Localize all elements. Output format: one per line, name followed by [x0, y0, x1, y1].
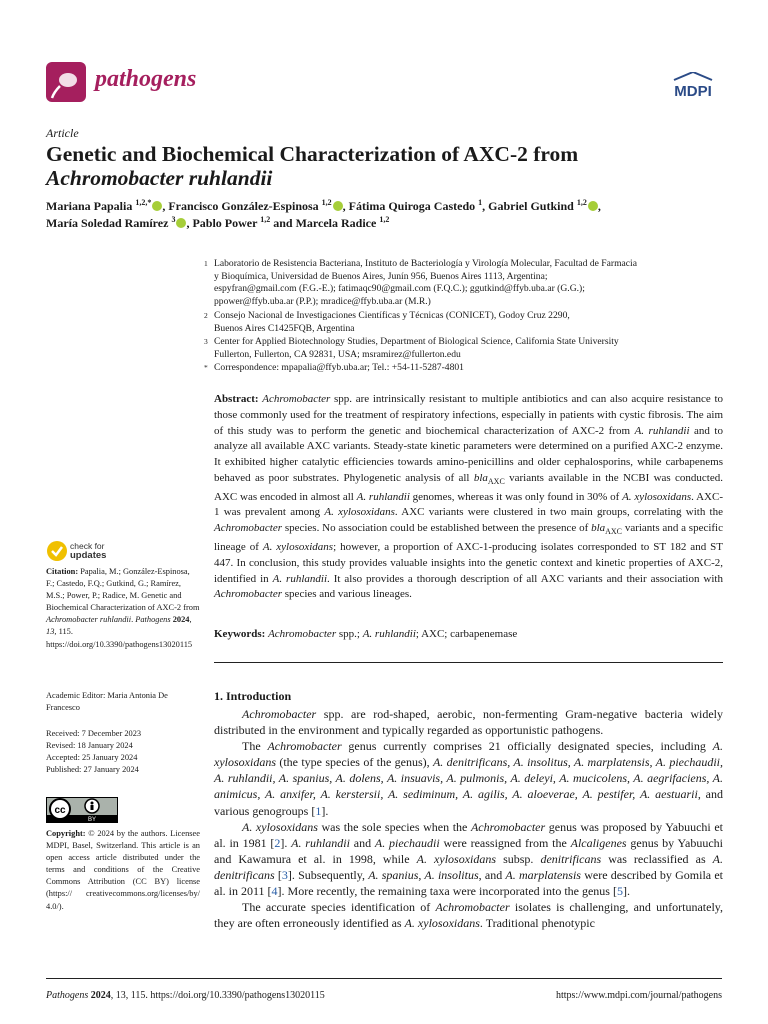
- footer-citation: Pathogens 2024, 13, 115. https://doi.org/10.3390/pathogens13020115: [46, 990, 325, 1001]
- history-dates: [46, 728, 200, 776]
- article-title: [46, 142, 726, 190]
- affiliation-number: 2: [204, 311, 208, 320]
- author[interactable]: Mariana Papalia: [46, 199, 133, 213]
- and-word: and: [273, 216, 293, 230]
- author[interactable]: Marcela Radice: [295, 216, 377, 230]
- affiliation-line: ppower@ffyb.uba.ar (P.P.); mradice@ffyb.uba.ar (M.R.): [214, 295, 431, 307]
- affiliation-line: Fullerton, Fullerton, CA 92831, USA; msramirez@fullerton.edu: [214, 348, 461, 360]
- orcid-icon[interactable]: [333, 201, 343, 211]
- keywords-label: Keywords:: [214, 628, 266, 640]
- correspondence: [204, 362, 724, 375]
- affiliation-line: espyfran@gmail.com (F.G.-E.); fatimaqc90@gmail.com (F.Q.C.); ggutkind@ffyb.uba.ar (G.G.);: [214, 283, 585, 295]
- received-date: Received: 7 December 2023: [46, 729, 142, 738]
- paragraph: The accurate species identification of Achromobacter isolates is challenging, and unfortunately, they are often erroneously identified as A. xylosoxidans. Traditional phenotypic: [214, 900, 724, 931]
- accepted-date: Accepted: 25 January 2024: [46, 753, 138, 763]
- affiliation-2: [204, 310, 724, 335]
- svg-text:cc: cc: [54, 805, 66, 816]
- revised-date: Revised: 18 January 2024: [46, 741, 133, 751]
- reference-link[interactable]: 1: [315, 803, 322, 818]
- keywords: Keywords: Achromobacter spp.; A. ruhlandii; AXC; carbapenemase: [214, 628, 518, 640]
- affiliation-line: y Bioquímica, Universidad de Buenos Aires, Junín 956, Buenos Aires 1113, Argentina;: [214, 270, 548, 282]
- abstract-label: Abstract:: [214, 393, 259, 405]
- paragraph: A. xylosoxidans was the sole species when the Achromobacter genus was proposed by Yabuuchi et al. in 1981 [2]. A. ruhlandii and A. piechaudii were reassigned from the Alcaligenes genus by Yabuuchi and Kawamura et al. in 1998, while A. xylosoxidans subsp. denitrificans was reclassified as A. denitrificans [3]. Subsequently, A. spanius, A. insolitus, and A. marplatensis were described by Gomila et al. in 2011 [4]. More recently, the remaining taxa were incorporated into the genus [5].: [214, 819, 724, 899]
- affiliation-line: Buenos Aires C1425FQB, Argentina: [214, 322, 355, 334]
- citation: Citation: Papalia, M.; González-Espinosa, F.; Castedo, F.Q.; Gutkind, G.; Ramírez, M.S.; Power, P.; Radice, M. Genetic and Biochemical Characterization of AXC-2 from Achromobacter ruhlandii. Pathogens 2024, 13, 115. https://doi.org/10.3390/pathogens13020115: [46, 567, 200, 649]
- reference-link[interactable]: 2: [274, 835, 281, 850]
- title-line-2: Achromobacter ruhlandii: [46, 166, 273, 190]
- author-list: Mariana Papalia $^{1,2,*}$ , Francisco González-Espinosa $^{1,2}$ , Fátima Quiroga Castedo $^1$, Gabriel Gutkind $^{1,2}$ , María Soledad Ramírez $^3$ , Pablo Power $^{1,2}$ and Marcela Radice $^{1,2}$: [46, 198, 601, 230]
- copyright: Copyright: © 2024 by the authors. Licensee MDPI, Basel, Switzerland. This article is an open access article distributed under the terms and conditions of the Creative Commons Attribution (CC BY) license (https:// creativecommons.org/licenses/by/ 4.0/).: [46, 829, 200, 911]
- affiliation-1: [204, 258, 724, 308]
- section-heading: 1. Introduction: [214, 689, 292, 703]
- affiliation-number: 3: [204, 337, 208, 346]
- article-type: Article: [46, 126, 79, 140]
- author[interactable]: Francisco González-Espinosa: [168, 199, 319, 213]
- body-text: [214, 706, 723, 931]
- reference-link[interactable]: 4: [271, 884, 278, 899]
- paragraph: Achromobacter spp. are rod-shaped, aerobic, non-fermenting Gram-negative bacteria widely distributed in the environment and typically regarded as opportunistic pathogens.: [214, 707, 723, 738]
- affiliation-3: [204, 336, 724, 361]
- published-date: Published: 27 January 2024: [46, 765, 139, 775]
- affiliation-number: *: [204, 363, 208, 372]
- journal-name[interactable]: pathogens: [95, 66, 197, 92]
- affiliation-number: 1: [204, 259, 208, 268]
- abstract: Abstract: Achromobacter spp. are intrinsically resistant to multiple antibiotics and can also acquire resistance to those commonly used for the treatment of respiratory infections, especially in patients with cystic fibrosis. The aim of this study was to perform the genetic and biochemical characterization of AXC-2 from A. ruhlandii and to analyze all available AXC variants. Steady-state kinetic parameters were determined on a purified AXC-2 enzyme. It exhibited higher catalytic efficiencies towards amino-penicillins and older cephalosporins, while carbapenems behaved as poor substrates. Phylogenetic analysis of all bla$_{AXC}$ variants available in the NCBI was conducted. AXC was encoded in almost all A. ruhlandii genomes, whereas it was only found in 30% of A. xylosoxidans. AXC-1 was prevalent among A. xylosoxidans. AXC variants were clustered in two main groups, correlating with the Achromobacter species. No association could be established between the presence of bla$_{AXC}$ variants and a specific lineage of A. xylosoxidans; however, a proportion of AXC-1-producing isolates corresponded to ST 182 and ST 447. In conclusion, this study provides valuable insights into the genetic context and kinetic properties of AXC-2, identified in A. ruhlandii. It also provides a thorough description of all AXC variants and their association with Achromobacter species and various lineages.: [214, 393, 723, 601]
- reference-link[interactable]: 3: [281, 867, 288, 882]
- academic-editor: Academic Editor: Maria Antonia De Francesco: [46, 691, 168, 713]
- author[interactable]: María Soledad Ramírez: [46, 216, 169, 230]
- affiliation-line: Correspondence: mpapalia@ffyb.uba.ar; Tel.: +54-11-5287-4801: [214, 362, 464, 373]
- author-affil-sup: 3: [171, 215, 176, 224]
- author[interactable]: Fátima Quiroga Castedo: [348, 199, 476, 213]
- title-line-1: Genetic and Biochemical Characterization of AXC-2 from: [46, 142, 579, 166]
- affiliation-line: Laboratorio de Resistencia Bacteriana, Instituto de Bacteriología y Virología Molecular, Facultad de Farmacia: [214, 258, 637, 269]
- reference-link[interactable]: 5: [616, 884, 623, 899]
- divider: [214, 662, 723, 663]
- cc-by-text: BY: [87, 817, 97, 823]
- orcid-icon[interactable]: [588, 201, 598, 211]
- journal-logo-icon: [46, 62, 86, 102]
- check-for-updates-icon[interactable]: [46, 540, 68, 562]
- mdpi-logo-text: MDPI: [674, 83, 712, 100]
- footer-divider: [46, 978, 722, 979]
- author[interactable]: Pablo Power: [192, 216, 258, 230]
- author-affil-sup: 1,2: [321, 198, 332, 207]
- author[interactable]: Gabriel Gutkind: [488, 199, 574, 213]
- author-affil-sup: 1,2,*: [135, 198, 152, 207]
- author-affil-sup: 1,2: [576, 198, 587, 207]
- affiliation-line: Center for Applied Biotechnology Studies, Department of Biological Science, California State University: [214, 336, 619, 347]
- affiliation-line: Consejo Nacional de Investigaciones Científicas y Técnicas (CONICET), Godoy Cruz 2290,: [214, 310, 570, 321]
- author-affil-sup: 1: [478, 198, 483, 207]
- orcid-icon[interactable]: [152, 201, 162, 211]
- orcid-icon[interactable]: [176, 218, 186, 228]
- author-affil-sup: 1,2: [260, 215, 271, 224]
- footer-journal-url[interactable]: https://www.mdpi.com/journal/pathogens: [555, 990, 722, 1001]
- paragraph: The Achromobacter genus currently comprises 21 officially designated species, including A. xylosoxidans (the type species of the genus), A. denitrificans, A. insolitus, A. marplatensis, A. piechaudii, A. ruhlandii, A. spanius, A. dolens, A. insuavis, A. pulmonis, A. deleyi, A. mucicolens, A. aegrifaciens, A. animicus, A. anxifer, A. kerstersii, A. sediminum, A. agilis, A. aloeverae, A. pestifer, A. aestuarii, and various genogroups [1].: [214, 739, 723, 818]
- author-affil-sup: 1,2: [379, 215, 390, 224]
- mdpi-logo-icon[interactable]: [668, 72, 718, 100]
- cc-by-license-icon[interactable]: [46, 797, 118, 823]
- check-for-updates-label[interactable]: check for updates: [70, 541, 107, 561]
